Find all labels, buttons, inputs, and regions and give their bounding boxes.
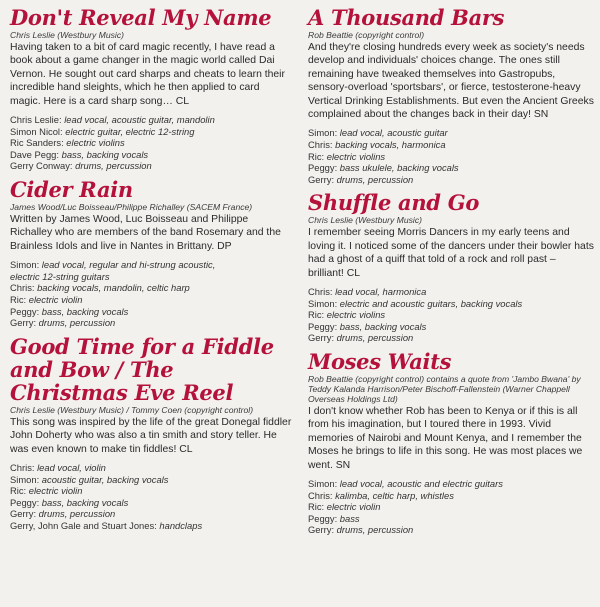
personnel-row <box>10 485 292 497</box>
musician-role: electric violins <box>326 309 386 321</box>
song-title: Don't Reveal My Name <box>10 5 272 30</box>
personnel-row <box>10 306 292 318</box>
personnel-row <box>10 259 292 271</box>
personnel-row <box>308 162 594 174</box>
personnel-row <box>308 490 594 502</box>
personnel-row <box>308 174 594 186</box>
right-column <box>308 6 594 542</box>
musician-name: Ric: <box>10 294 27 305</box>
song-title: Cider Rain <box>10 177 133 202</box>
personnel-row <box>10 520 292 532</box>
personnel-row <box>10 114 292 126</box>
personnel-row <box>10 317 292 329</box>
musician-name: Chris: <box>10 282 35 294</box>
musician-role: backing vocals, harmonica <box>335 139 446 151</box>
song-credit: Chris Leslie (Westbury Music) <box>308 215 422 226</box>
song-notes: This song was inspired by the life of the great Donegal fiddler John Doherty who was also a tin smith and story teller. He was even known to make tin fiddles! CL <box>10 416 292 455</box>
left-column <box>10 6 292 538</box>
musician-name: Simon: <box>10 473 40 485</box>
song-moses-waits <box>308 350 594 536</box>
personnel-row <box>10 282 292 294</box>
personnel-row <box>308 524 594 536</box>
personnel-row <box>10 271 292 283</box>
song-title: Shuffle and Go <box>308 190 480 216</box>
musician-role: lead vocal, harmonica <box>335 286 427 298</box>
personnel-row <box>308 501 594 513</box>
personnel-list <box>10 114 292 172</box>
personnel-row <box>10 462 292 474</box>
musician-name: Chris: <box>10 462 35 473</box>
musician-role: bass ukulele, backing vocals <box>339 162 459 174</box>
song-dont-reveal-my-name <box>10 6 292 172</box>
musician-role: bass <box>339 512 360 524</box>
musician-role: drums, percussion <box>336 524 414 536</box>
musician-role: lead vocal, violin <box>37 462 106 473</box>
musician-name: Gerry: <box>10 317 37 329</box>
musician-name: Chris Leslie: <box>10 114 62 126</box>
musician-role: kalimba, celtic harp, whistles <box>335 489 454 501</box>
musician-name: Peggy: <box>10 305 40 317</box>
song-notes: I remember seeing Morris Dancers in my early teens and loving it. I noticed some of the dancers under their bowler hats had a ghost of a quiff that told of a rock and roll past – brilliant! CL <box>308 227 594 279</box>
song-credit: Rob Beattie (copyright control) contains a quote from 'Jambo Bwana' by Teddy Kalanda Harrison/Peter Bischoff-Fallenstein (Warner Chappell Overseas Holdings Ltd) <box>308 374 581 404</box>
personnel-row <box>308 513 594 525</box>
personnel-row <box>308 127 594 139</box>
musician-name: Gerry: <box>308 332 335 344</box>
musician-role: electric violin <box>326 501 381 513</box>
musician-name: Simon: <box>308 127 338 139</box>
musician-role: handclaps <box>159 519 203 531</box>
personnel-row <box>10 294 292 306</box>
musician-role: lead vocal, acoustic and electric guitars <box>339 478 503 490</box>
musician-role: electric violin <box>28 294 83 305</box>
personnel-list <box>308 286 594 344</box>
musician-role: electric guitar, electric 12-string <box>65 125 195 137</box>
personnel-row <box>10 126 292 138</box>
song-good-time-for-a-fiddle-and-bow <box>10 335 292 532</box>
personnel-list <box>10 259 292 329</box>
personnel-row <box>308 151 594 163</box>
musician-name: Simon Nicol: <box>10 125 63 137</box>
personnel-row <box>308 321 594 333</box>
musician-role: lead vocal, acoustic guitar, mandolin <box>64 114 215 126</box>
personnel-row <box>308 286 594 298</box>
personnel-row <box>308 478 594 490</box>
musician-name: Simon: <box>10 259 40 271</box>
song-notes: And they're closing hundreds every week as society's needs develop and individuals' choices change. The ones still remaining have tweaked themselves into Gastropubs, sensory-overload 'sportsbars', or fierce, testosterone-heavy Vertical Drinking Establishments. But even the Ancient Greeks complained about the changes back in their day! SN <box>308 42 594 121</box>
musician-name: Peggy: <box>308 512 338 524</box>
personnel-list <box>10 462 292 532</box>
musician-role: drums, percussion <box>336 332 414 344</box>
musician-role: lead vocal, regular and hi-strung acoustic, <box>41 259 216 271</box>
musician-name: Simon: <box>308 478 338 490</box>
song-credit: Chris Leslie (Westbury Music) / Tommy Coen (copyright control) <box>10 404 254 415</box>
personnel-row <box>308 332 594 344</box>
musician-name: Ric: <box>308 309 325 321</box>
musician-name: Ric: <box>308 501 325 513</box>
musician-name: Ric: <box>10 485 27 497</box>
musician-role: bass, backing vocals <box>41 305 129 317</box>
personnel-row <box>308 139 594 151</box>
song-a-thousand-bars <box>308 6 594 185</box>
personnel-row <box>10 497 292 509</box>
song-title: Moses Waits <box>308 349 452 374</box>
musician-name: Peggy: <box>308 320 338 332</box>
song-notes: I don't know whether Rob has been to Kenya or if this is all from his imagination, but I toured there in 1993. Vivid memories of Nairobi and Mount Kenya, and I remember the Moses he brings to life in this song. He was most places we went. SN <box>308 406 583 471</box>
musician-name: Ric: <box>308 150 325 162</box>
musician-name: Ric Sanders: <box>10 137 64 149</box>
personnel-row <box>10 160 292 172</box>
musician-role: drums, percussion <box>75 160 152 172</box>
song-title: A Thousand Bars <box>308 5 505 30</box>
personnel-row <box>10 137 292 149</box>
musician-role: drums, percussion <box>38 508 116 520</box>
song-credit: James Wood/Luc Boisseau/Philippe Richalley (SACEM France) <box>10 202 253 212</box>
musician-role: bass, backing vocals <box>41 496 129 508</box>
musician-role: acoustic guitar, backing vocals <box>41 473 169 485</box>
musician-role: lead vocal, acoustic guitar <box>339 127 448 139</box>
personnel-list <box>308 478 594 536</box>
musician-role: electric violin <box>28 485 83 497</box>
musician-name: Gerry Conway: <box>10 160 73 172</box>
personnel-row <box>10 149 292 161</box>
song-cider-rain <box>10 178 292 329</box>
personnel-row <box>10 474 292 486</box>
musician-name: Gerry: <box>10 508 37 520</box>
song-credit: Chris Leslie (Westbury Music) <box>10 30 124 40</box>
musician-role: bass, backing vocals <box>339 320 427 332</box>
musician-name: Gerry, John Gale and Stuart Jones: <box>10 519 157 531</box>
musician-name: Chris: <box>308 286 333 298</box>
musician-name: Gerry: <box>308 173 335 185</box>
song-credit: Rob Beattie (copyright control) <box>308 30 425 40</box>
musician-role: electric 12-string guitars <box>10 270 110 282</box>
musician-role: drums, percussion <box>38 317 116 329</box>
song-shuffle-and-go <box>308 191 594 344</box>
musician-role: electric violins <box>66 137 125 149</box>
song-notes: Having taken to a bit of card magic recently, I have read a book about a game changer in the magic world called Dai Vernon. He sought out card sharps and cheats to learn their incredible hand sleights, which he then applied to card magic. Here is a card sharp song… CL <box>10 42 285 107</box>
musician-name: Peggy: <box>10 496 40 508</box>
song-notes: Written by James Wood, Luc Boisseau and Philippe Richalley who are members of the band Rosemary and the Brainless Idols and live in Nantes in Brittany. DP <box>10 214 281 252</box>
song-title: Good Time for a Fiddle and Bow / The Christmas Eve Reel <box>10 333 274 405</box>
musician-role: electric and acoustic guitars, backing vocals <box>339 297 523 309</box>
musician-name: Chris: <box>308 489 333 501</box>
musician-name: Gerry: <box>308 524 335 536</box>
personnel-list <box>308 127 594 185</box>
musician-role: drums, percussion <box>336 173 414 185</box>
musician-name: Peggy: <box>308 162 338 174</box>
musician-name: Chris: <box>308 139 333 151</box>
personnel-row <box>308 309 594 321</box>
musician-role: backing vocals, mandolin, celtic harp <box>37 282 190 294</box>
musician-role: bass, backing vocals <box>61 148 149 160</box>
musician-name: Dave Pegg: <box>10 148 59 160</box>
personnel-row <box>10 508 292 520</box>
musician-role: electric violins <box>326 150 386 162</box>
musician-name: Simon: <box>308 297 338 309</box>
personnel-row <box>308 298 594 310</box>
